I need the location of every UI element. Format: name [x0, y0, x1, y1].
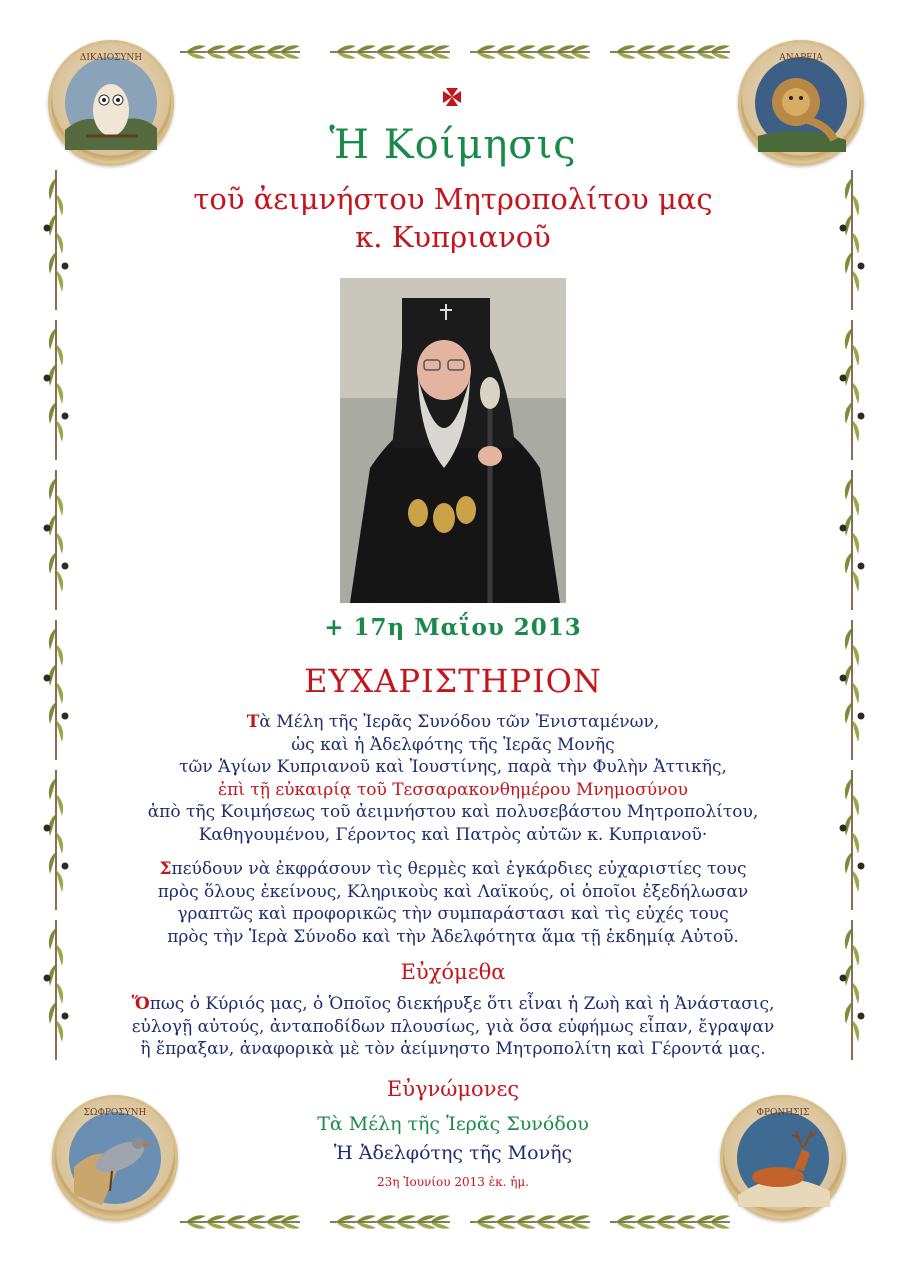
p3-line-3: ἢ ἔπραξαν, ἀναφορικὰ μὲ τὸν ἀείμνηστο Μητροπολίτη καὶ Γέροντά μας. — [140, 1039, 766, 1059]
page-title: Ἡ Κοίμησις — [329, 122, 577, 168]
p3-line-2: εὐλογῇ αὐτούς, ἀνταποδίδων πλουσίως, γιὰ ὅσα εὐφήμως εἶπαν, ἔγραψαν — [131, 1016, 775, 1037]
subtitle-line-1: τοῦ ἀειμνήστου Μητροπολίτου μας — [193, 182, 713, 216]
subtitle — [0, 180, 906, 256]
repose-date: + 17η Μαΐου 2013 — [324, 614, 582, 641]
paragraph-wish — [100, 993, 806, 1061]
svg-text:ΔΙΚΑΙΟΣΥΝΗ: ΔΙΚΑΙΟΣΥΝΗ — [79, 53, 143, 63]
p1-line-3: τῶν Ἁγίων Κυπριανοῦ καὶ Ἰουστίνης, παρὰ τὴν Φυλὴν Ἀττικῆς, — [179, 757, 727, 777]
p1-initial: Τ — [246, 712, 260, 732]
bishop-portrait-image — [340, 278, 566, 603]
p2-line-4: πρὸς τὴν Ἱερὰ Σύνοδο καὶ τὴν Ἀδελφότητα ἅμα τῇ ἐκδημίᾳ Αὐτοῦ. — [167, 926, 739, 947]
signature-grateful: Εὐγνώμονες — [386, 1077, 520, 1101]
p3-line-1-text: πως ὁ Κύριός μας, ὁ Ὁποῖος διεκήρυξε ὅτι εἶναι ἡ Ζωὴ καὶ ἡ Ἀνάστασις, — [149, 994, 775, 1014]
paragraph-thanks — [100, 858, 806, 948]
p1-line-1 — [100, 711, 806, 734]
p2-line-2: πρὸς ὅλους ἐκείνους, Κληρικοὺς καὶ Λαϊκούς, οἱ ὁποῖοι ἐξεδήλωσαν — [157, 881, 749, 902]
section-heading: ΕΥΧΑΡΙΣΤΗΡΙΟΝ — [304, 662, 602, 700]
p1-line-5: ἀπὸ τῆς Κοιμήσεως τοῦ ἀειμνήστου καὶ πολυσεβάστου Μητροπολίτου, — [147, 802, 759, 822]
p1-line-1-text: ὰ Μέλη τῆς Ἱερᾶς Συνόδου τῶν Ἐνισταμένων, — [259, 712, 660, 732]
svg-text:ΣΩΦΡΟΣΥΝΗ: ΣΩΦΡΟΣΥΝΗ — [83, 1108, 147, 1118]
p1-line-2: ὡς καὶ ἡ Ἀδελφότης τῆς Ἱερᾶς Μονῆς — [291, 734, 615, 755]
svg-text:ΑΝΔΡΕΙΑ: ΑΝΔΡΕΙΑ — [779, 53, 823, 63]
p2-line-3: γραπτῶς καὶ προφορικῶς τὴν συμπαράστασι καὶ τὶς εὐχές τους — [177, 904, 729, 924]
wish-heading: Εὐχόμεθα — [400, 960, 506, 984]
p1-line-4: ἐπὶ τῇ εὐκαιρίᾳ τοῦ Τεσσαρακονθημέρου Μνημοσύνου — [218, 779, 688, 800]
p2-line-1-text: πεύδουν νὰ ἐκφράσουν τὶς θερμὲς καὶ ἐγκάρδιες εὐχαριστίες τους — [171, 859, 747, 879]
maltese-cross-icon — [442, 87, 462, 107]
p1-line-6: Καθηγουμένου, Γέροντος καὶ Πατρὸς αὐτῶν κ. Κυπριανοῦ· — [198, 824, 708, 845]
p2-line-1 — [100, 858, 806, 881]
p3-line-1 — [100, 993, 806, 1016]
subtitle-line-2: κ. Κυπριανοῦ — [355, 220, 551, 254]
signature-brotherhood: Ἡ Ἀδελφότης τῆς Μονῆς — [333, 1142, 573, 1164]
p3-initial: Ὅ — [131, 994, 150, 1014]
p2-initial: Σ — [159, 859, 172, 879]
signature-date: 23η Ἰουνίου 2013 ἐκ. ἡμ. — [376, 1175, 530, 1189]
signature-members: Τὰ Μέλη τῆς Ἱερᾶς Συνόδου — [317, 1113, 589, 1135]
svg-text:ΦΡΟΝΗΣΙΣ: ΦΡΟΝΗΣΙΣ — [756, 1108, 810, 1118]
portrait-photo — [340, 278, 566, 603]
paragraph-intro — [100, 711, 806, 846]
